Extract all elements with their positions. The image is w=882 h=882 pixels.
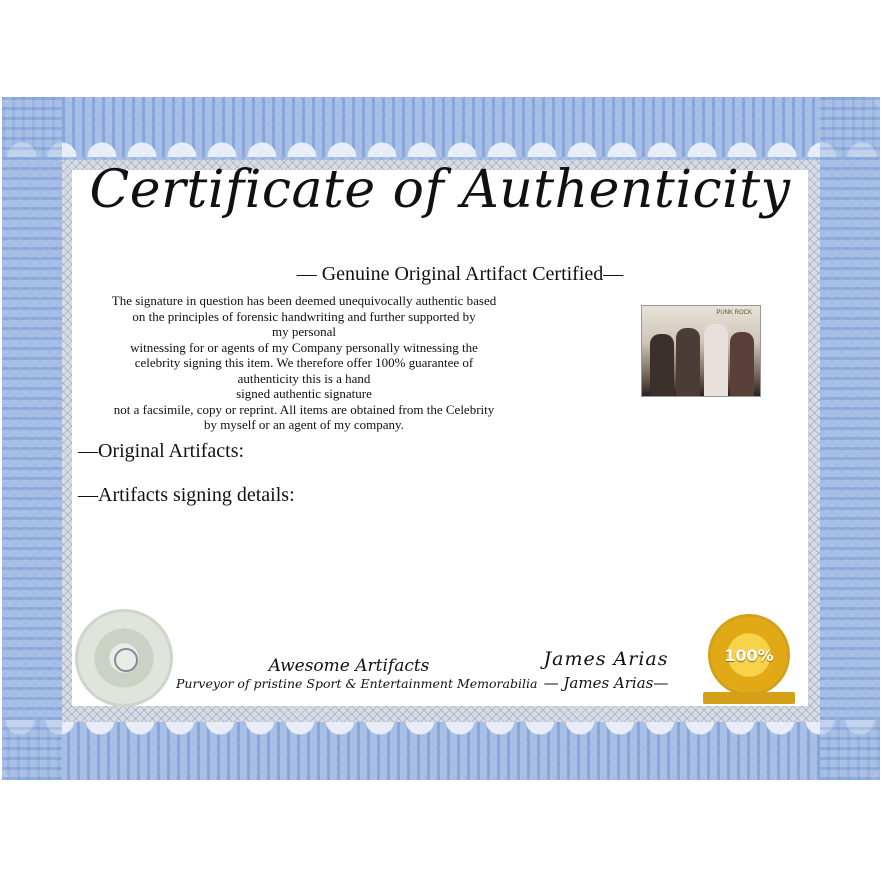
statement-line: The signature in question has been deemed unequivocally authentic based [111,293,497,308]
company-name: Awesome Artifacts [268,656,430,676]
company-tagline: Purveyor of pristine Sport & Entertainment Memorabilia [176,676,538,691]
statement-line: witnessing for or agents of my Company personally witnessing the [130,339,478,355]
silver-notary-seal-icon [78,612,170,704]
left-border-pattern [2,97,62,780]
gold-guarantee-seal-icon [711,617,787,693]
original-artifacts-heading: —Original Artifacts: [78,440,245,462]
certificate-title: Certificate of Authenticity [89,160,791,220]
statement-line: on the principles of forensic handwriting and further supported by [132,308,476,324]
printed-signer-name: — James Arias— [543,674,669,692]
statement-line: celebrity signing this item. We therefore offer 100% guarantee of [134,355,474,370]
photo-figure [676,328,700,396]
company-block [176,656,538,691]
statement-line: authenticity this is a hand [237,370,371,386]
photo-band-label: PUNK ROCK [716,310,752,316]
statement-line: signed authentic signature [236,386,372,401]
signature-block [536,648,676,692]
statement-line: not a facsimile, copy or reprint. All items are obtained from the Celebrity [113,401,495,417]
statement-line: by myself or an agent of my company. [204,417,404,432]
photo-figure [730,332,754,396]
signed-photo-thumbnail [641,305,761,397]
seal-percentage: 100% [724,645,774,665]
handwritten-signature: James Arias [543,648,669,670]
photo-figure [650,334,674,396]
photo-figure [704,324,728,396]
certificate-paper [72,170,808,706]
gold-seal-ribbon [703,692,795,704]
right-border-pattern [820,97,880,780]
authenticity-statement [84,293,524,433]
bottom-border-pattern [2,720,880,780]
certificate-subtitle: — Genuine Original Artifact Certified— [296,263,624,285]
signing-details-heading: —Artifacts signing details: [78,484,295,506]
statement-line: my personal [272,324,336,339]
top-border-pattern [2,97,880,157]
